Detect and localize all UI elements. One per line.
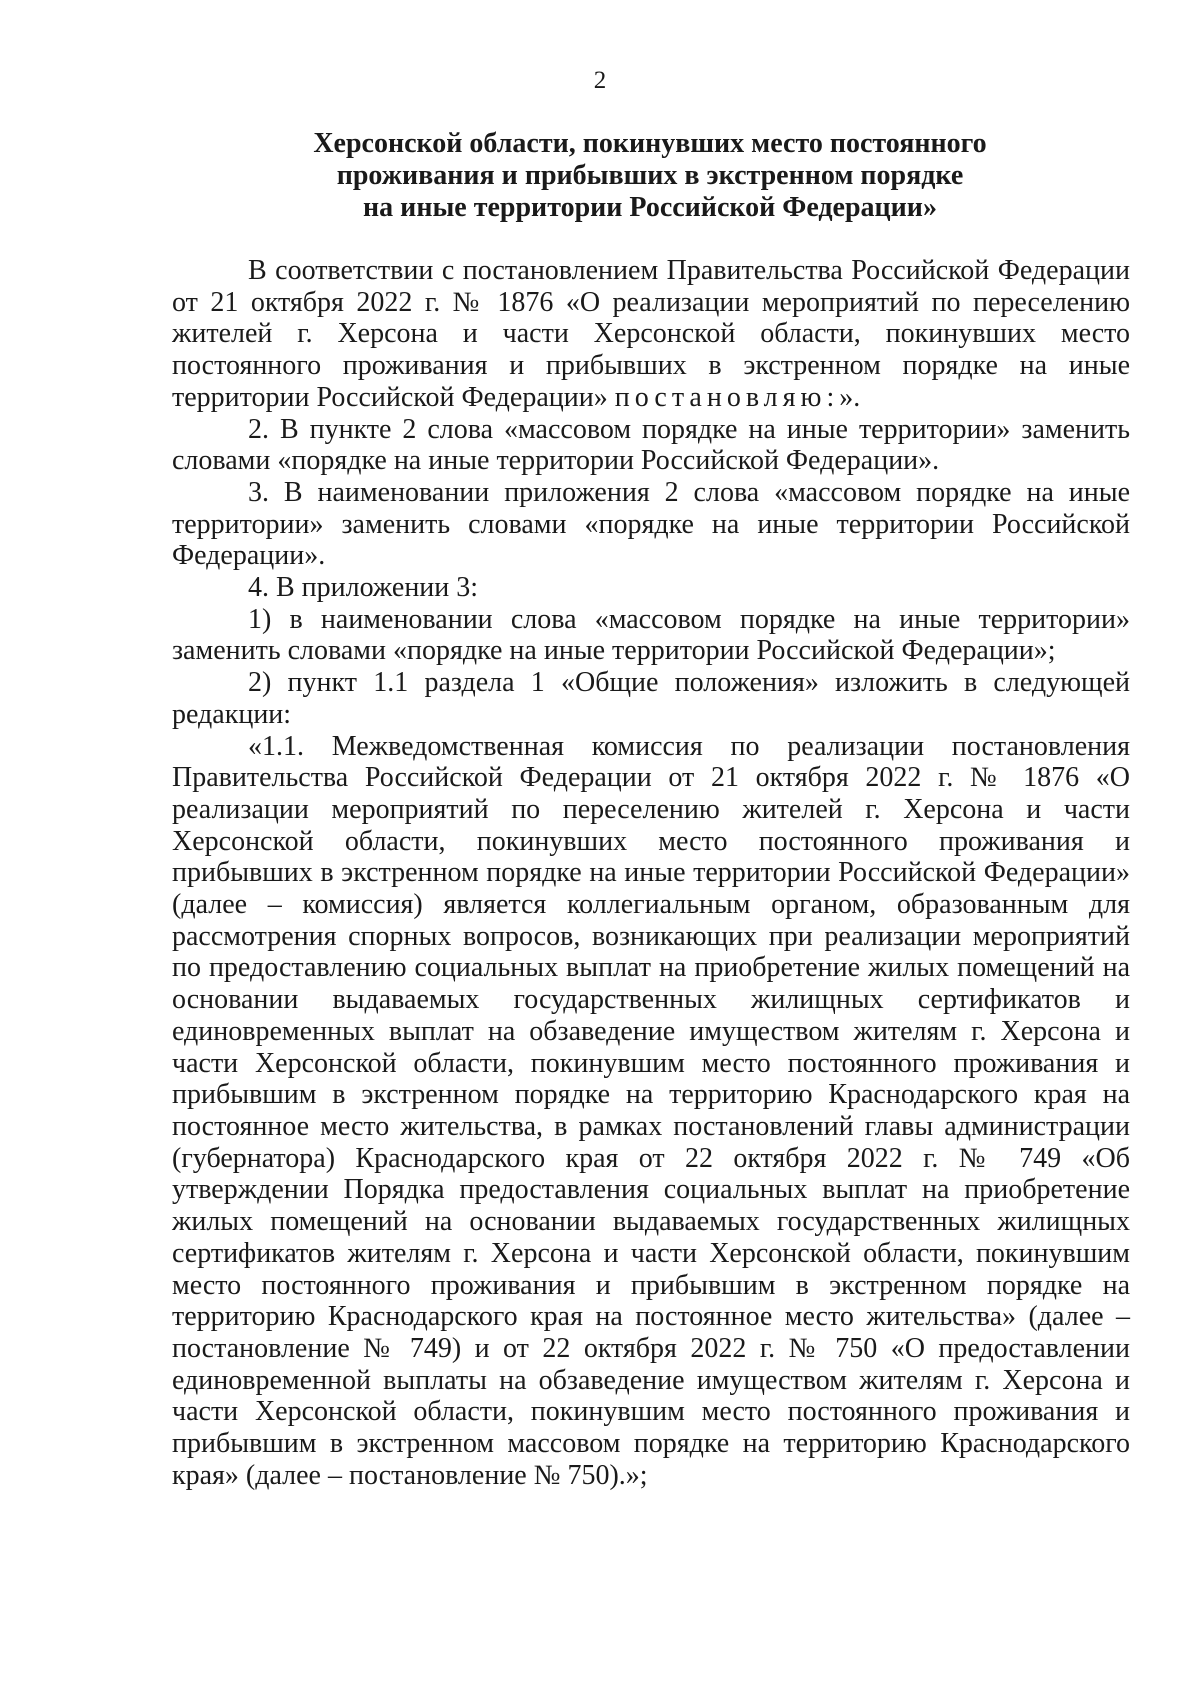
page-number: 2 [593,67,607,94]
paragraph-item-3: 3. В наименовании приложения 2 слова «массовом порядке на иные территории» заменить словами «порядке на иные территории Российской Федерации». [172,476,1130,572]
document-body [172,255,1130,1491]
paragraph-subitem-2: 2) пункт 1.1 раздела 1 «Общие положения» изложить в следующей редакции: [172,667,1130,730]
paragraph-item-4: 4. В приложении 3: [248,572,479,604]
title-line-3: на иные территории Российской Федерации» [363,192,937,223]
paragraph-subitem-1: 1) в наименовании слова «массовом порядке на иные территории» заменить словами «порядке на иные территории Российской Федерации»; [172,603,1130,667]
document-title [170,128,1130,224]
intro-text: В соответствии с постановлением Правительства Российской Федерации от 21 октября 2022 г. № 1876 «О реализации мероприятий по переселению жителей г. Херсона и части Херсонской области, покинувших место постоянного проживания и прибывших в экстренном порядке на иные территории Российской Федерации» [172,255,1130,413]
paragraph-item-2: 2. В пункте 2 слова «массовом порядке на иные территории» заменить словами «порядке на иные территории Российской Федерации». [172,413,1130,477]
intro-tail: ». [839,381,861,413]
intro-spaced-word: постановляю: [614,381,840,413]
title-line-2: проживания и прибывших в экстренном порядке [336,160,964,191]
intro-paragraph [172,255,1130,414]
title-line-1: Херсонской области, покинувших место постоянного [313,128,987,159]
paragraph-clause-1-1: «1.1. Межведомственная комиссия по реализации постановления Правительства Российской Федерации от 21 октября 2022 г. № 1876 «О реализации мероприятий по переселению жителей г. Херсона и части Херсонской области, покинувших место постоянного проживания и прибывших в экстренном порядке на иные территории Российской Федерации» (далее – комиссия) является коллегиальным органом, образованным для рассмотрения спорных вопросов, возникающих при реализации мероприятий по предоставлению социальных выплат на приобретение жилых помещений на основании выдаваемых государственных жилищных сертификатов и единовременных выплат на обзаведение имуществом жителям г. Херсона и части Херсонской области, покинувшим место постоянного проживания и прибывшим в экстренном порядке на территорию Краснодарского края на постоянное место жительства, в рамках постановлений главы администрации (губернатора) Краснодарского края от 22 октября 2022 г. № 749 «Об утверждении Порядка предоставления социальных выплат на приобретение жилых помещений на основании выдаваемых государственных жилищных сертификатов жителям г. Херсона и части Херсонской области, покинувшим место постоянного проживания и прибывшим в экстренном порядке на территорию Краснодарского края на постоянное место жительства» (далее – постановление № 749) и от 22 октября 2022 г. № 750 «О предоставлении единовременной выплаты на обзаведение имуществом жителям г. Херсона и части Херсонской области, покинувшим место постоянного проживания и прибывшим в экстренном массовом порядке на территорию Краснодарского края» (далее – постановление № 750).»; [172,730,1130,1491]
